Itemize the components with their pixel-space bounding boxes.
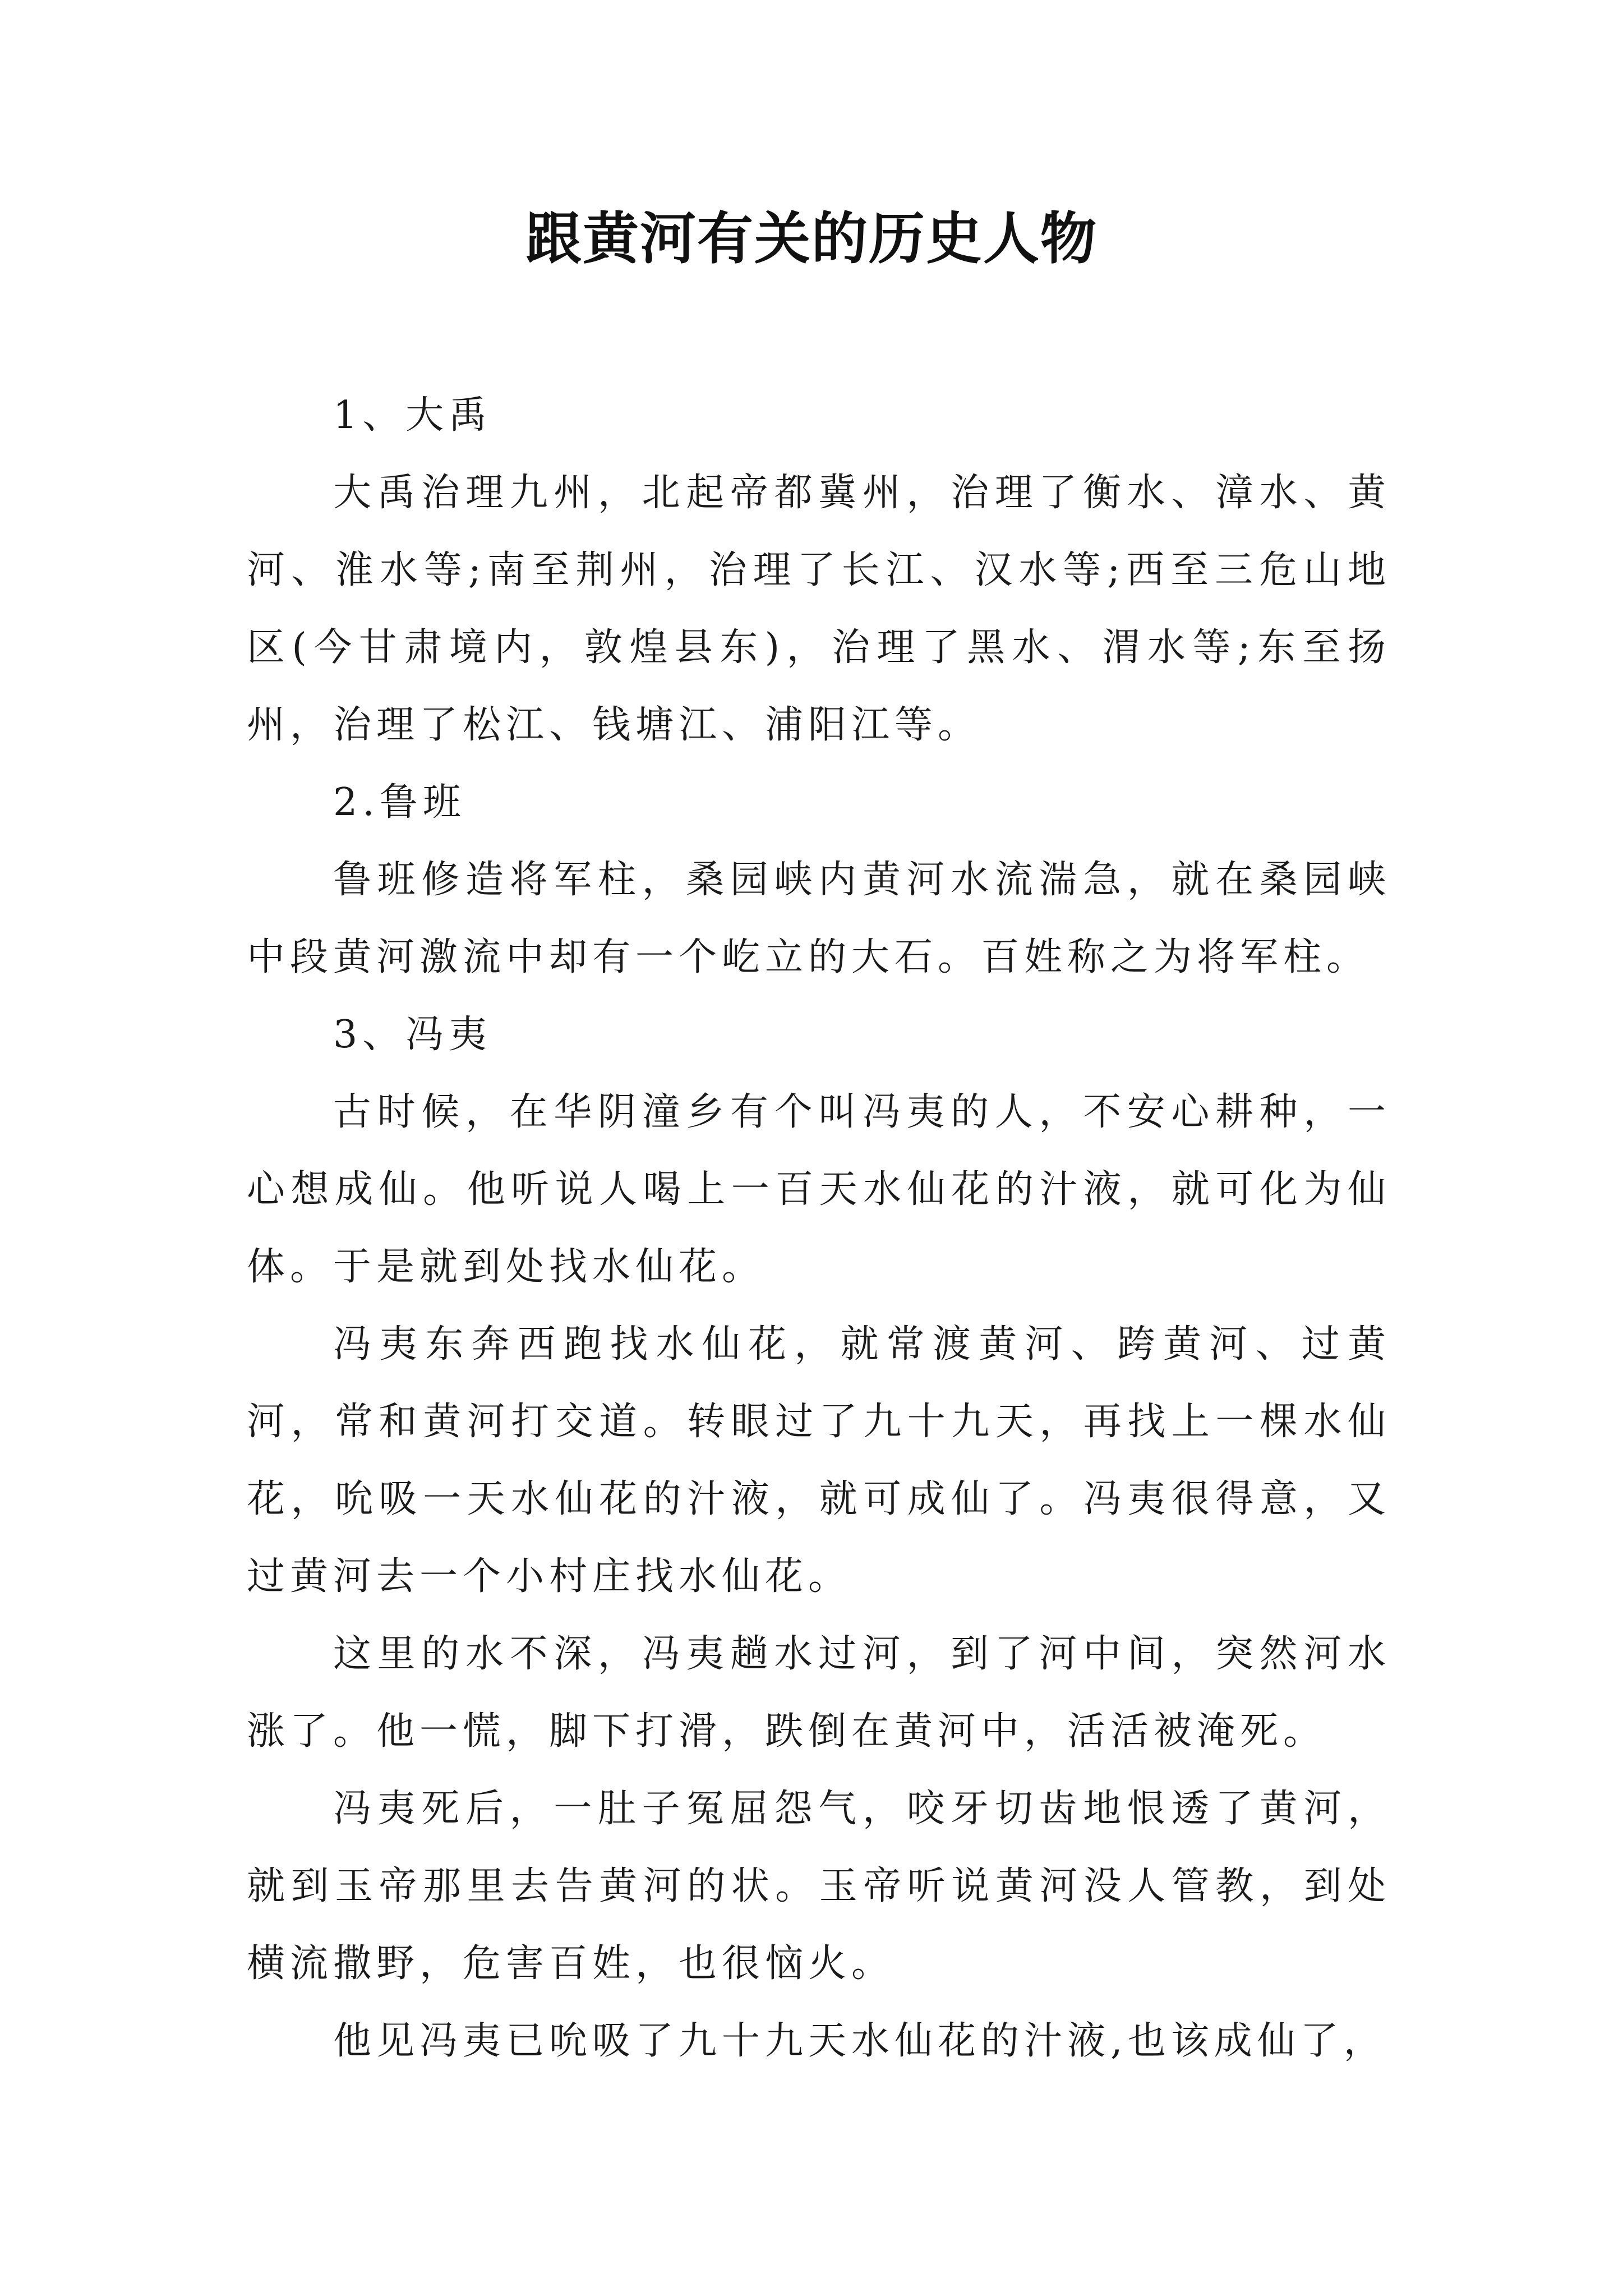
paragraph-fengyi-2: 冯夷东奔西跑找水仙花，就常渡黄河、跨黄河、过黄河，常和黄河打交道。转眼过了九十九天，再找上一棵水仙花，吮吸一天水仙花的汁液，就可成仙了。冯夷很得意，又过黄河去一个小村庄找水仙花。 [247, 1322, 1391, 1599]
paragraph-fengyi-1: 古时候，在华阴潼乡有个叫冯夷的人，不安心耕种，一心想成仙。他听说人喝上一百天水仙花的汁液，就可化为仙体。于是就到处找水仙花。 [247, 1090, 1391, 1289]
document-title: 跟黄河有关的历史人物 [525, 205, 1098, 272]
paragraph-fengyi-4: 冯夷死后，一肚子冤屈怨气，咬牙切齿地恨透了黄河，就到玉帝那里去告黄河的状。玉帝听说黄河没人管教，到处横流撒野，危害百姓，也很恼火。 [247, 1787, 1391, 1986]
section-heading-luban: 2.鲁班 [333, 780, 466, 825]
document-body [247, 377, 1391, 2080]
paragraph-luban: 鲁班修造将军柱，桑园峡内黄河水流湍急，就在桑园峡中段黄河激流中却有一个屹立的大石。百姓称之为将军柱。 [247, 858, 1391, 979]
paragraph-fengyi-5: 他见冯夷已吮吸了九十九天水仙花的汁液,也该成仙了， [333, 2019, 1387, 2063]
paragraph-dayu: 大禹治理九州，北起帝都冀州，治理了衡水、漳水、黄河、淮水等;南至荆州，治理了长江、汉水等;西至三危山地区(今甘肃境内，敦煌县东)，治理了黑水、渭水等;东至扬州，治理了松江、钱塘江、浦阳江等。 [247, 471, 1391, 747]
section-heading-fengyi: 3、冯夷 [333, 1013, 492, 1057]
paragraph-fengyi-3: 这里的水不深，冯夷趟水过河，到了河中间，突然河水涨了。他一慌，脚下打滑，跌倒在黄河中，活活被淹死。 [247, 1632, 1391, 1754]
section-heading-dayu: 1、大禹 [333, 393, 492, 438]
